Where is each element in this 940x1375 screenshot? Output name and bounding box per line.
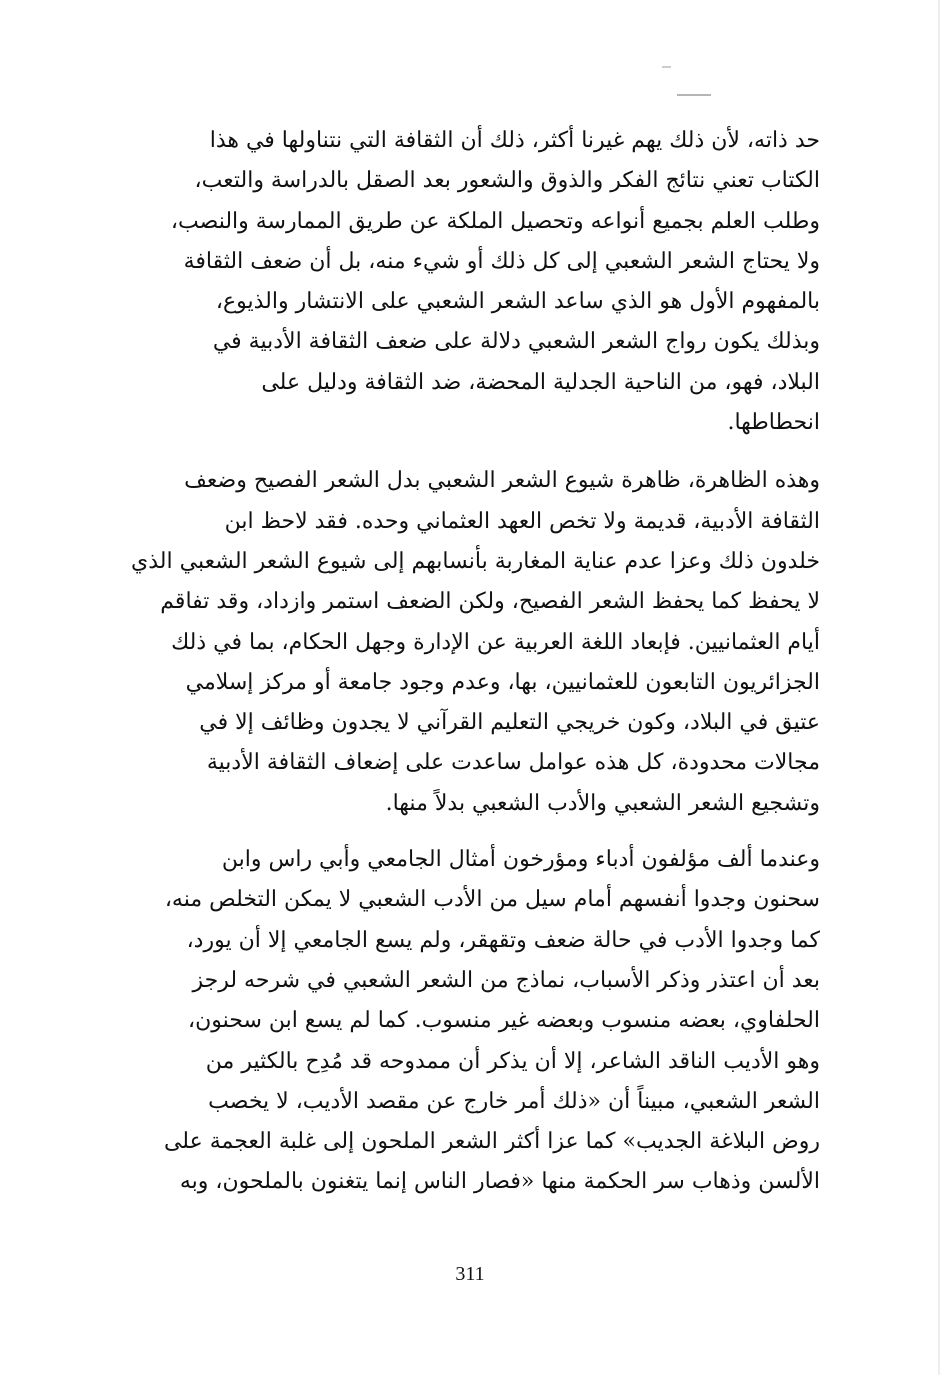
text-line: وطلب العلم بجميع أنواعه وتحصيل الملكة عن طريق الممارسة والنصب، xyxy=(170,208,820,234)
paragraph-2 xyxy=(118,461,820,824)
text-line: سحنون وجدوا أنفسهم أمام سيل من الأدب الشعبي لا يمكن التخلص منه، xyxy=(164,887,820,913)
running-head-rule xyxy=(677,94,711,96)
text-line: لا يحفظ كما يحفظ الشعر الفصيح، ولكن الضعف استمر وازداد، وقد تفاقم xyxy=(160,589,820,615)
text-line: عتيق في البلاد، وكون خريجي التعليم القرآني لا يجدون وظائف إلا في xyxy=(199,710,820,736)
text-line: وعندما ألف مؤلفون أدباء ومؤرخون أمثال الجامعي وأبي راس وابن xyxy=(221,847,820,873)
text-line: الثقافة الأدبية، قديمة ولا تخص العهد العثماني وحده. فقد لاحظ ابن xyxy=(224,508,820,534)
text-line: ولا يحتاج الشعر الشعبي إلى كل ذلك أو شيء منه، بل أن ضعف الثقافة xyxy=(183,248,820,274)
paragraph-1 xyxy=(118,121,820,443)
page-scan-mark xyxy=(662,66,671,68)
text-line: الجزائريون التابعون للعثمانيين، بها، وعدم وجود جامعة أو مركز إسلامي xyxy=(185,669,820,695)
text-line: مجالات محدودة، كل هذه عوامل ساعدت على إضعاف الثقافة الأدبية xyxy=(206,750,820,776)
text-line: الألسن وذهاب سر الحكمة منها «فصار الناس إنما يتغنون بالملحون، وبه xyxy=(179,1169,820,1195)
page-number: 311 xyxy=(455,1263,485,1285)
text-line: كما وجدوا الأدب في حالة ضعف وتقهقر، ولم يسع الجامعي إلا أن يورد، xyxy=(186,927,820,953)
text-line: وتشجيع الشعر الشعبي والأدب الشعبي بدلاً منها. xyxy=(385,790,820,816)
text-line: روض البلاغة الجديب» كما عزا أكثر الشعر الملحون إلى غلبة العجمة على xyxy=(163,1129,820,1155)
text-line: خلدون ذلك وعزا عدم عناية المغاربة بأنسابهم إلى شيوع الشعر الشعبي الذي xyxy=(131,548,820,574)
paragraph-3 xyxy=(118,840,820,1203)
text-line: الكتاب تعني نتائج الفكر والذوق والشعور بعد الصقل بالدراسة والتعب، xyxy=(194,168,820,194)
text-line: بعد أن اعتذر وذكر الأسباب، نماذج من الشعر الشعبي في شرحه لرجز xyxy=(192,967,820,993)
body-text xyxy=(118,121,820,1203)
text-line: وهذه الظاهرة، ظاهرة شيوع الشعر الشعبي بدل الشعر الفصيح وضعف xyxy=(184,468,820,494)
text-line: وهو الأديب الناقد الشاعر، إلا أن يذكر أن ممدوحه قد مُدِح بالكثير من xyxy=(205,1048,820,1074)
text-line: الشعر الشعبي، مبيناً أن «ذلك أمر خارج عن مقصد الأديب، لا يخصب xyxy=(208,1088,820,1114)
text-line: البلاد، فهو، من الناحية الجدلية المحضة، ضد الثقافة ودليل على xyxy=(261,369,820,395)
text-line: حد ذاته، لأن ذلك يهم غيرنا أكثر، ذلك أن الثقافة التي نتناولها في هذا xyxy=(209,128,820,153)
text-line: الحلفاوي، بعضه منسوب وبعضه غير منسوب. كما لم يسع ابن سحنون، xyxy=(188,1008,820,1034)
text-line: انحطاطها. xyxy=(727,410,820,436)
text-line: وبذلك يكون رواج الشعر الشعبي دلالة على ضعف الثقافة الأدبية في xyxy=(212,329,820,355)
text-line: أيام العثمانيين. فإبعاد اللغة العربية عن الإدارة وجهل الحكام، بما في ذلك xyxy=(171,629,820,655)
text-line: بالمفهوم الأول هو الذي ساعد الشعر الشعبي على الانتشار والذيوع، xyxy=(215,289,820,315)
